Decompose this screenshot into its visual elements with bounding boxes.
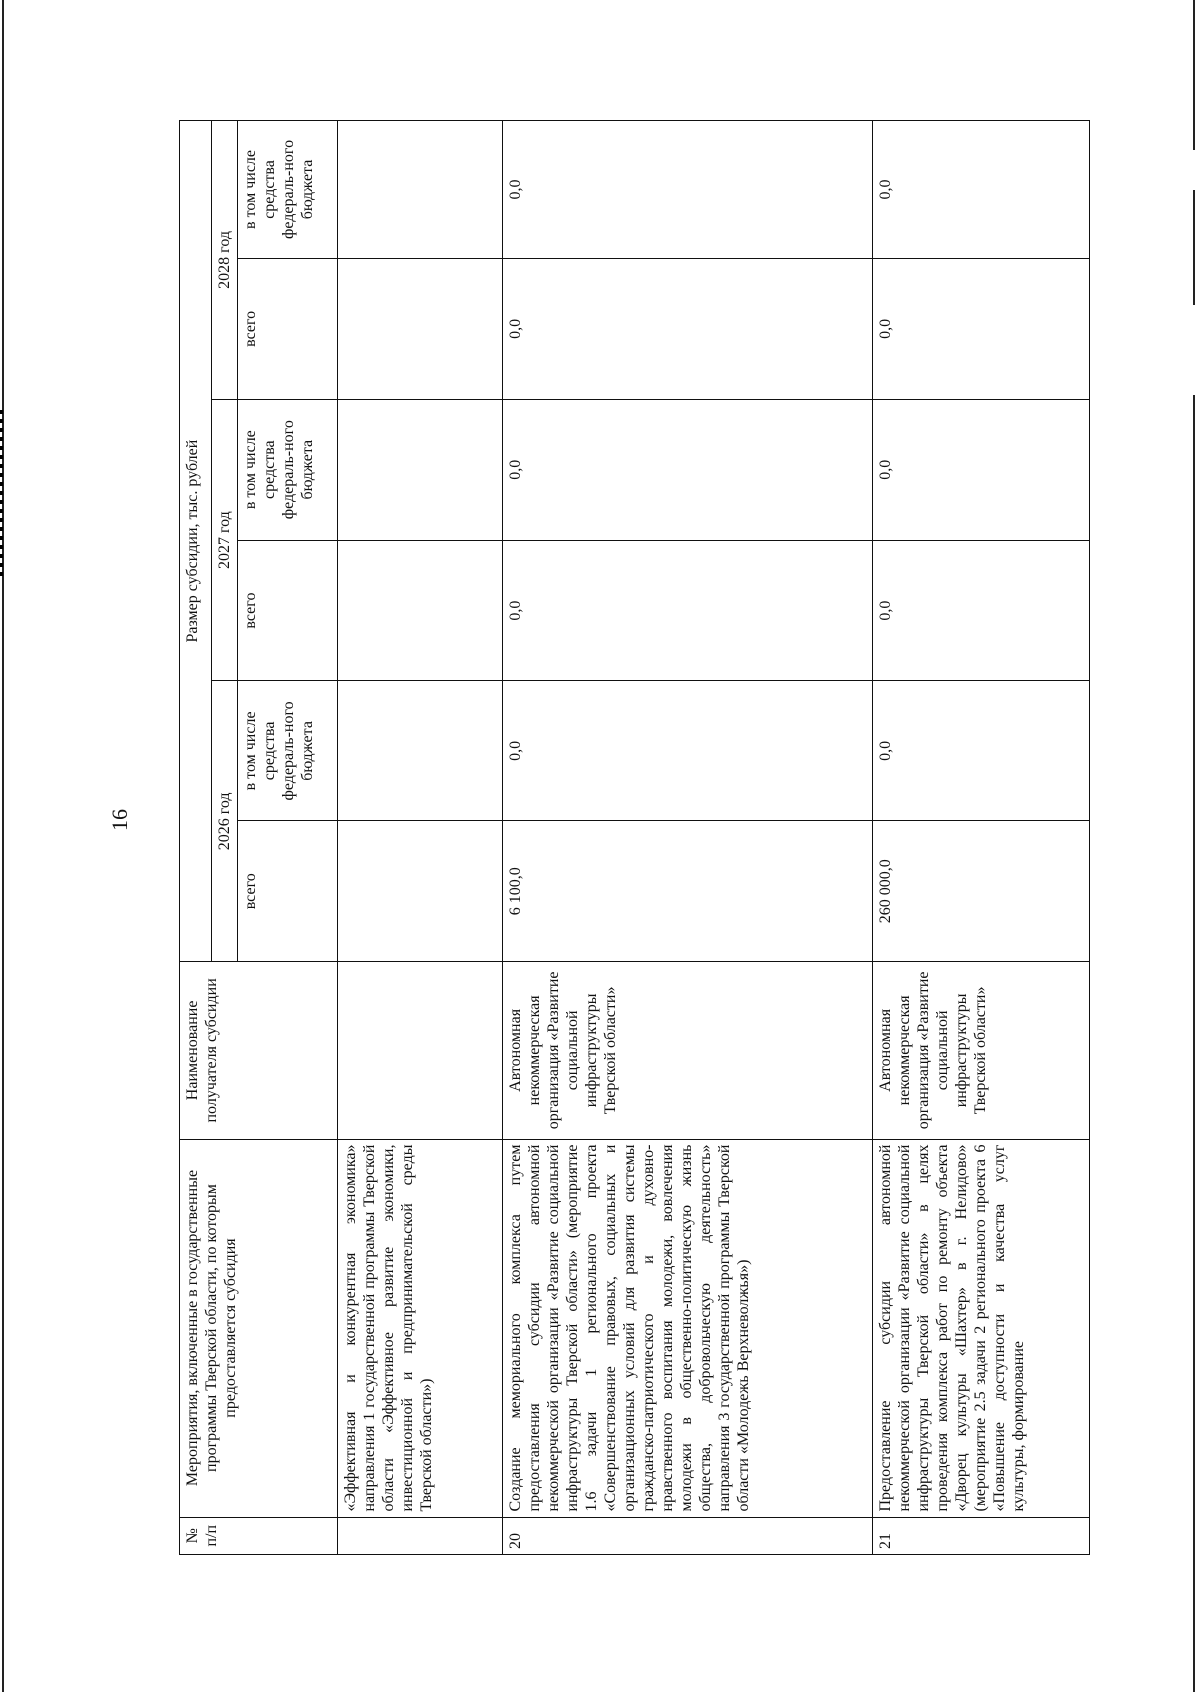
row-measure: Создание мемориального комплекса путем предоставления субсидии автономной некоммерческой организации «Развитие социальной инфраструктуры Тверской области» (мероприятие 1.6 задачи 1 регионального проекта «Совершенствование правовых, социальных и организационных условий для развития системы гражданско-патриотического и духовно-нравственного воспитания молодежи, вовлечения молодежи в общественно-политическую жизнь общества, добровольческую деятельность» направления 3 государственной программы Тверской области «Молодежь Верхневолжья») — [503, 1139, 873, 1517]
row-2027-federal: 0,0 — [873, 399, 1090, 540]
row-2027-total — [338, 540, 503, 681]
row-2026-total — [338, 821, 503, 962]
row-recipient — [338, 962, 503, 1139]
row-recipient: Автономная некоммерческая организация «Развитие социальной инфраструктуры Тверской области» — [873, 962, 1090, 1139]
header-2026-federal: в том числе средства федераль-ного бюджета — [238, 681, 338, 821]
table-row — [503, 121, 873, 1555]
row-2026-federal: 0,0 — [503, 681, 873, 821]
row-num: 21 — [873, 1517, 1090, 1554]
header-2026-total: всего — [238, 821, 338, 962]
row-2027-total: 0,0 — [873, 540, 1090, 681]
header-2027-federal: в том числе средства федераль-ного бюджета — [238, 399, 338, 540]
row-2026-total: 6 100,0 — [503, 821, 873, 962]
row-2027-federal: 0,0 — [503, 399, 873, 540]
row-2028-total — [338, 258, 503, 399]
row-recipient: Автономная некоммерческая организация «Развитие социальной инфраструктуры Тверской области» — [503, 962, 873, 1139]
row-2028-total: 0,0 — [503, 258, 873, 399]
scan-edge-right — [1193, 395, 1195, 1692]
header-recipient: Наименование получателя субсидии — [180, 962, 338, 1139]
header-2028-federal: в том числе средства федераль-ного бюджета — [238, 121, 338, 259]
row-2026-federal: 0,0 — [873, 681, 1090, 821]
row-2028-total: 0,0 — [873, 258, 1090, 399]
scan-edge-left — [2, 0, 4, 1692]
header-year-2028: 2028 год — [212, 121, 238, 400]
rotated-table-container — [179, 120, 1090, 1555]
header-measures: Мероприятия, включенные в государственные программы Тверской области, по которым предоставляется субсидия — [180, 1139, 338, 1517]
row-num — [338, 1517, 503, 1554]
header-2027-total: всего — [238, 540, 338, 681]
row-2028-federal — [338, 121, 503, 259]
header-subsidy-size: Размер субсидии, тыс. рублей — [180, 121, 212, 962]
row-measure: «Эффективная и конкурентная экономика» направления 1 государственной программы Тверской области «Эффективное развитие экономики, инвестиционной и предпринимательской среды Тверской области») — [338, 1139, 503, 1517]
page-number: 16 — [107, 809, 132, 831]
header-year-2026: 2026 год — [212, 681, 238, 962]
row-num: 20 — [503, 1517, 873, 1554]
row-2026-total: 260 000,0 — [873, 821, 1090, 962]
header-year-2027: 2027 год — [212, 399, 238, 681]
scan-edge-right — [1193, 0, 1195, 150]
table-row — [338, 121, 503, 1555]
header-2028-total: всего — [238, 258, 338, 399]
row-2026-federal — [338, 681, 503, 821]
row-measure: Предоставление субсидии автономной некоммерческой организации «Развитие социальной инфраструктуры Тверской области» в целях проведения комплекса работ по ремонту объекта «Дворец культуры «Шахтер» в г. Нелидово» (мероприятие 2.5 задачи 2 регионального проекта 6 «Повышение доступности и качества услуг культуры, формирование — [873, 1139, 1090, 1517]
row-2027-federal — [338, 399, 503, 540]
scan-edge-dots — [0, 410, 3, 580]
table-row — [873, 121, 1090, 1555]
row-2027-total: 0,0 — [503, 540, 873, 681]
scan-edge-right — [1193, 190, 1195, 305]
header-num: № п/п — [180, 1517, 338, 1554]
row-2028-federal: 0,0 — [503, 121, 873, 259]
subsidy-table — [179, 120, 1090, 1555]
row-2028-federal: 0,0 — [873, 121, 1090, 259]
